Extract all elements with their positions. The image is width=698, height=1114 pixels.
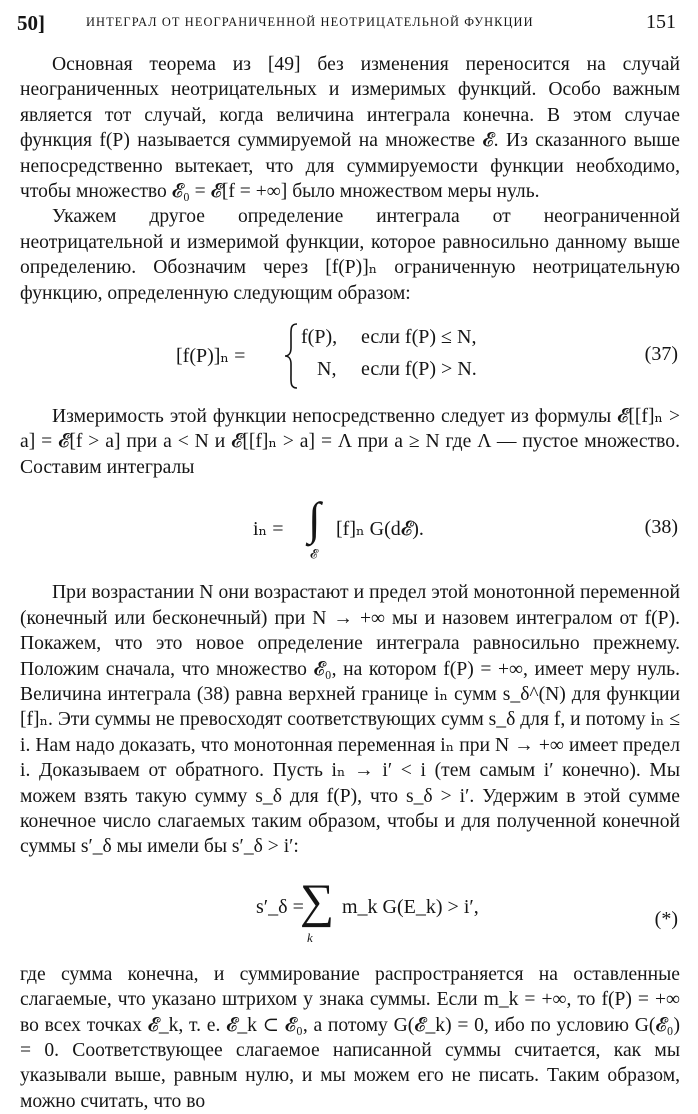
formula-star-sum-sub: k — [307, 929, 313, 945]
paragraph-4 — [20, 580, 680, 859]
sum-sign-icon: ∑ — [300, 874, 335, 928]
formula-38 — [20, 488, 680, 574]
section-number: 50] — [17, 11, 45, 35]
formula-38-lhs: iₙ = — [253, 518, 284, 541]
formula-37 — [20, 318, 680, 394]
formula-star-lhs: s′_δ = — [256, 895, 304, 918]
formula-37-lhs: [f(P)]ₙ = — [176, 345, 246, 368]
left-brace-icon — [283, 322, 299, 390]
paragraph-3 — [20, 404, 680, 480]
formula-38-number: (38) — [644, 516, 678, 539]
formula-37-case2-value: N, — [317, 358, 337, 381]
formula-37-case2-cond: если f(P) > N. — [361, 358, 477, 381]
formula-38-integrand: [f]ₙ G(d𝓔). — [336, 518, 424, 541]
integral-sign-icon: ∫ — [308, 493, 321, 545]
formula-38-integral-sub: 𝓔 — [310, 546, 318, 562]
formula-star-body: m_k G(E_k) > i′, — [342, 895, 479, 918]
paragraph-2-text: Укажем другое определение интеграла от неограниченной неотрицательной и измеримой функции, которое равносильно данному выше определению. Обозначим через [f(P)]ₙ ограниченную неотрицательную функцию, определенную следующим образом: — [20, 206, 680, 304]
paragraph-1-text: Основная теорема из [49] без изменения переносится на случай неограниченных неотрицательных и измеримых функций. Особо важным является тот случай, когда величина интеграла конечна. В этом случае функция f(P) называется суммируемой на множестве 𝓔. Из сказанного выше непосредственно вытекает, что для суммируемости функции необходимо, чтобы множество 𝓔₀ = 𝓔[f = +∞] было множеством меры нуль. — [20, 54, 680, 203]
book-page — [17, 0, 680, 1114]
paragraph-3-text: Измеримость этой функции непосредственно следует из формулы 𝓔[[f]ₙ > a] = 𝓔[f > a] при a < N и 𝓔[[f]ₙ > a] = Λ при a ≥ N где Λ — пустое множество. Составим интегралы — [20, 406, 680, 478]
formula-star — [20, 870, 680, 958]
formula-37-case1-cond: если f(P) ≤ N, — [361, 326, 477, 349]
page-number: 151 — [646, 11, 676, 33]
paragraph-1 — [20, 52, 680, 306]
formula-37-case1-value: f(P), — [301, 326, 338, 349]
formula-37-number: (37) — [644, 343, 678, 366]
running-title: ИНТЕГРАЛ ОТ НЕОГРАНИЧЕННОЙ НЕОТРИЦАТЕЛЬНОЙ ФУНКЦИИ — [86, 15, 534, 29]
paragraph-5 — [20, 962, 680, 1114]
formula-star-number: (*) — [654, 907, 678, 930]
paragraph-4-text: При возрастании N они возрастают и предел этой монотонной переменной (конечный или бесконечный) при N → +∞ мы и назовем интегралом от f(P). Покажем, что это новое определение интеграла равносильно прежнему. Положим сначала, что множество 𝓔₀, на котором f(P) = +∞, имеет меру нуль. Величина интеграла (38) равна верхней границе iₙ сумм s_δ^(N) для функции [f]ₙ. Эти суммы не превосходят соответствующих сумм s_δ для f, и потому iₙ ≤ i. Нам надо доказать, что монотонная переменная iₙ при N → +∞ имеет предел i. Доказываем от обратного. Пусть iₙ → i′ < i (тем самым i′ конечно). Мы можем взять такую сумму s_δ для f(P), что s_δ > i′. Удержим в этой сумме конечное число слагаемых таким образом, чтобы и для полученной конечной суммы s′_δ мы имели бы s′_δ > i′: — [20, 582, 680, 858]
running-header — [17, 0, 680, 44]
paragraph-5-text: где сумма конечна, и суммирование распространяется на оставленные слагаемые, что указано штрихом у знака суммы. Если m_k = +∞, то f(P) = +∞ во всех точках 𝓔_k, т. е. 𝓔_k ⊂ 𝓔₀, а потому G(𝓔_k) = 0, ибо по условию G(𝓔₀) = 0. Соответствующее слагаемое написанной суммы считается, как мы указывали выше, равным нулю, и мы можем его не писать. Таким образом, можно считать, что во — [20, 963, 680, 1112]
